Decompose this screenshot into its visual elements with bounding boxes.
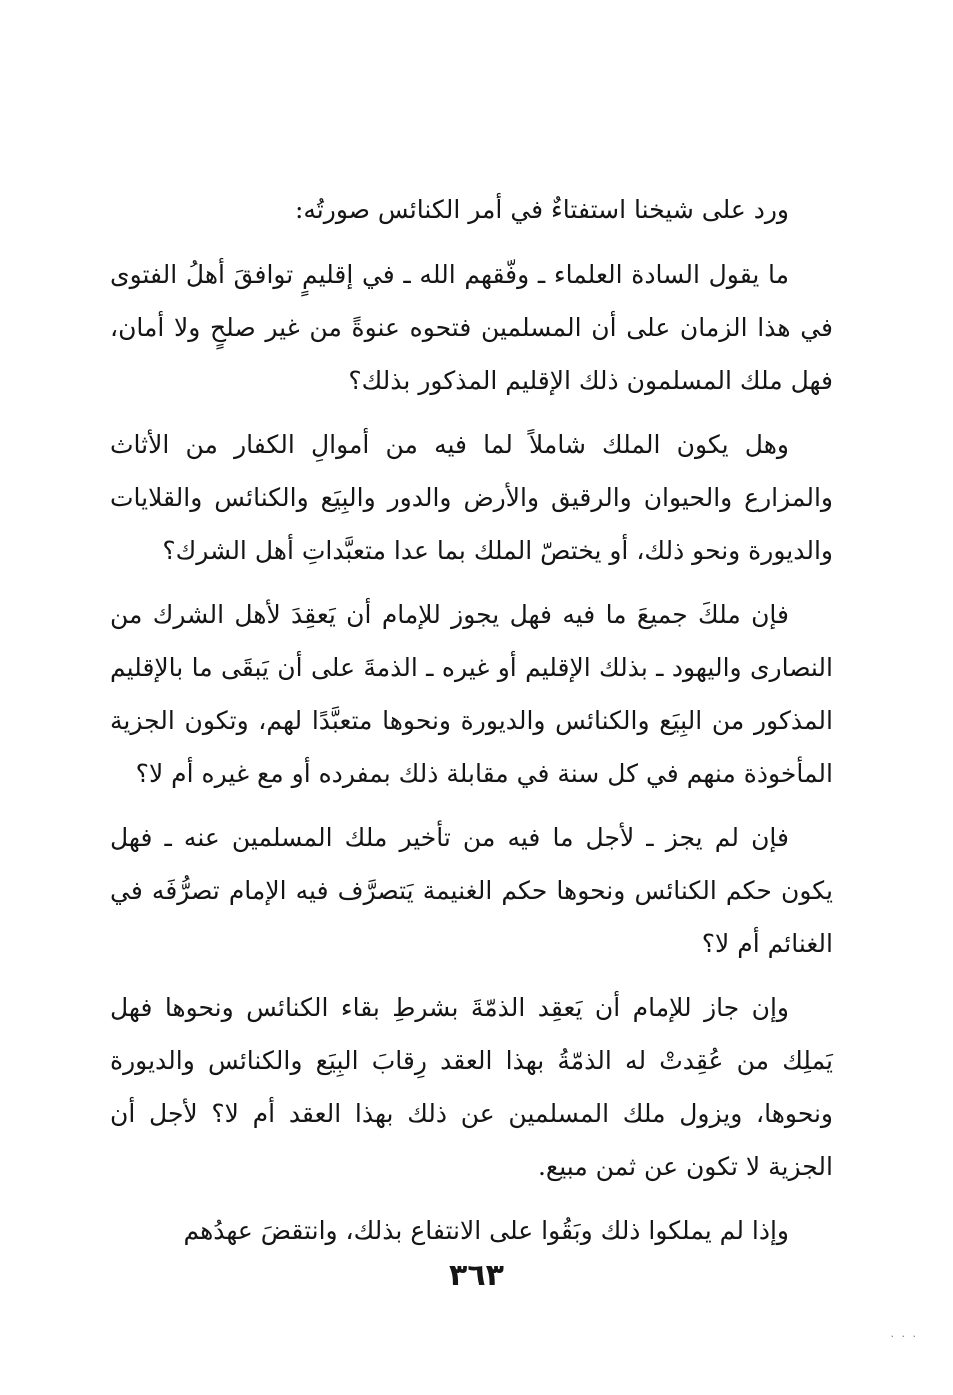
paragraph-6: وإذا لم يملكوا ذلك وبَقُوا على الانتفاع بذلك، وانتقضَ عهدُهم <box>183 1216 789 1245</box>
paragraph-4: فإن لم يجز ـ لأجل ما فيه من تأخير ملك المسلمين عنه ـ فهل يكون حكم الكنائس ونحوها حكم الغنيمة يَتصرَّف فيه الإمام تصرُّفَه في الغنائم أم لا؟ <box>110 823 833 958</box>
page-number: ٣٦٣ <box>449 1258 504 1293</box>
paragraph-5: وإن جاز للإمام أن يَعقِد الذمّةَ بشرطِ بقاء الكنائس ونحوها فهل يَملِك من عُقِدتْ له الذمّةُ بهذا العقد رِقابَ البِيَع والكنائس والديورة ونحوها، ويزول ملك المسلمين عن ذلك بهذا العقد أم لا؟ لأجل أن الجزية لا تكون عن ثمن مبيع. <box>110 993 833 1181</box>
paragraph-3: فإن ملكَ جميعَ ما فيه فهل يجوز للإمام أن يَعقِدَ لأهل الشرك من النصارى واليهود ـ بذلك الإقليم أو غيره ـ الذمةَ على أن يَبقَى ما بالإقليم المذكور من البِيَع والكنائس والديورة ونحوها متعبَّدًا لهم، وتكون الجزية المأخوذة منهم في كل سنة في مقابلة ذلك بمفرده أو مع غيره أم لا؟ <box>110 600 833 788</box>
paragraph-1: ما يقول السادة العلماء ـ وفّقهم الله ـ في إقليمٍ توافقَ أهلُ الفتوى في هذا الزمان على أن المسلمين فتحوه عنوةً من غير صلحٍ ولا أمان، فهل ملك المسلمون ذلك الإقليم المذكور بذلك؟ <box>110 260 833 395</box>
paragraph-2: وهل يكون الملك شاملاً لما فيه من أموالِ الكفار من الأثاث والمزارع والحيوان والرقيق والأرض والدور والبِيَع والكنائس والقلايات والديورة ونحو ذلك، أو يختصّ الملك بما عدا متعبَّداتِ أهل الشرك؟ <box>110 430 833 565</box>
intro-line: ورد على شيخنا استفتاءٌ في أمر الكنائس صورتُه: <box>294 195 789 224</box>
corner-mark: · · · <box>890 1330 918 1343</box>
body-text <box>110 183 833 1268</box>
